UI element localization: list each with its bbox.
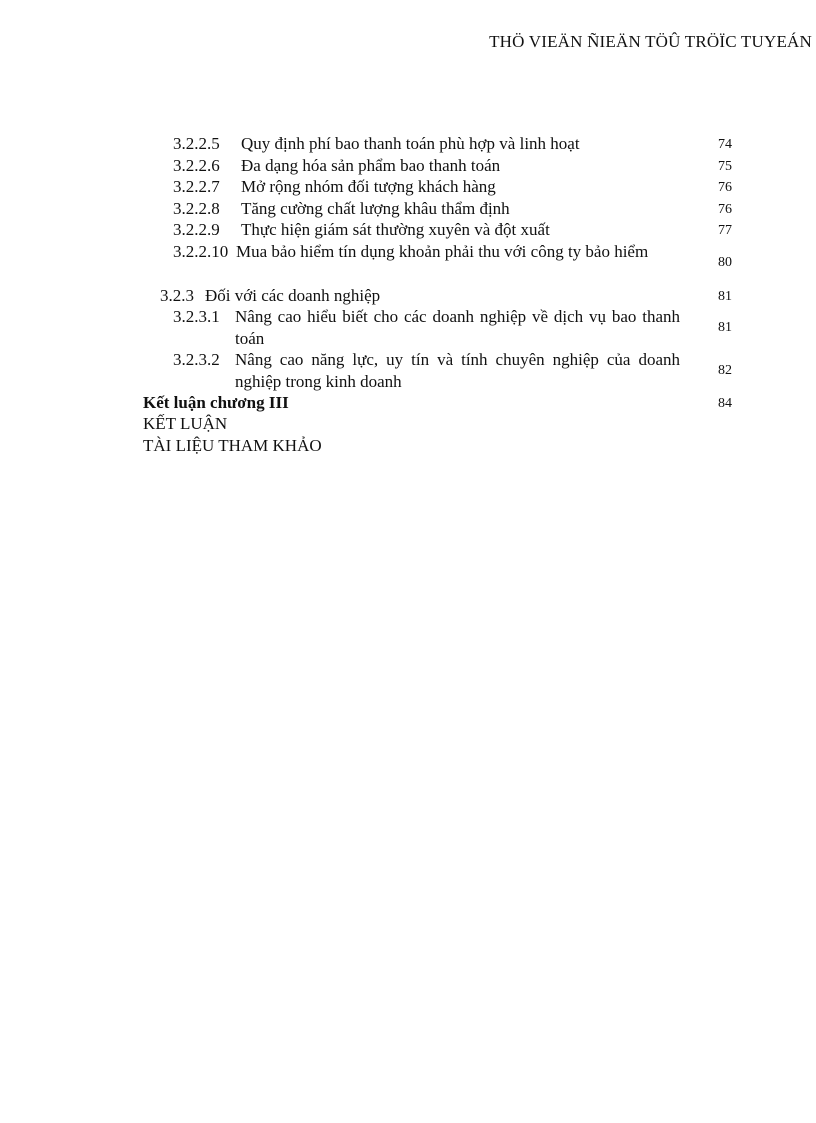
- toc-entry-title: KẾT LUẬN: [143, 414, 228, 433]
- toc-entry-title-line: Mua bảo hiểm tín dụng khoản phải thu với công ty bảo hiểm: [236, 242, 649, 261]
- toc-entry-title: Nâng cao hiểu biết cho các doanh nghiệp về dịch vụ bao thanh toán: [235, 307, 680, 348]
- toc-entry-title: Mở rộng nhóm đối tượng khách hàng: [241, 177, 496, 196]
- toc-entry-title: Nâng cao năng lực, uy tín và tính chuyên nghiệp của doanh nghiệp trong kinh doanh: [235, 350, 680, 391]
- toc-entry-title: Kết luận chương III: [143, 393, 289, 412]
- toc-entry-number: 3.2.2.5: [173, 134, 220, 153]
- toc-entry-page: 81: [718, 289, 732, 304]
- toc-entry-page: 74: [718, 137, 732, 152]
- toc-entry-page: 82: [718, 363, 732, 378]
- toc-entry-title: Thực hiện giám sát thường xuyên và đột xuất: [241, 220, 550, 239]
- toc-entry-page: 76: [718, 180, 732, 195]
- toc-entry-title: [236, 241, 680, 263]
- page-header: THÖ VIEÄN ÑIEÄN TÖÛ TRÖÏC TUYEÁN: [489, 32, 812, 51]
- toc-entry-title: TÀI LIỆU THAM KHẢO: [143, 436, 322, 455]
- toc-entry-page: 80: [718, 255, 732, 270]
- toc-entry-number: 3.2.2.9: [173, 220, 220, 239]
- toc-entry-number: 3.2.3.2: [173, 350, 220, 369]
- toc-entry-number: 3.2.3: [160, 286, 194, 305]
- toc-entry-page: 81: [718, 320, 732, 335]
- toc-entry-number: 3.2.3.1: [173, 307, 220, 326]
- toc-entry-title: Đối với các doanh nghiệp: [205, 286, 381, 305]
- toc-entry-number: 3.2.2.6: [173, 156, 220, 175]
- toc-entry-page: 84: [718, 396, 732, 411]
- toc-entry-title: Tăng cường chất lượng khâu thẩm định: [241, 199, 510, 218]
- toc-entry-page: 76: [718, 202, 732, 217]
- toc-entry-page: 75: [718, 159, 732, 174]
- toc-entry-page: 77: [718, 223, 732, 238]
- toc-entry-title: Quy định phí bao thanh toán phù hợp và linh hoạt: [241, 134, 580, 153]
- toc-entry-title: Đa dạng hóa sản phẩm bao thanh toán: [241, 156, 501, 175]
- toc-entry-number: 3.2.2.8: [173, 199, 220, 218]
- toc-entry-number: 3.2.2.10: [173, 242, 229, 261]
- toc-entry-number: 3.2.2.7: [173, 177, 220, 196]
